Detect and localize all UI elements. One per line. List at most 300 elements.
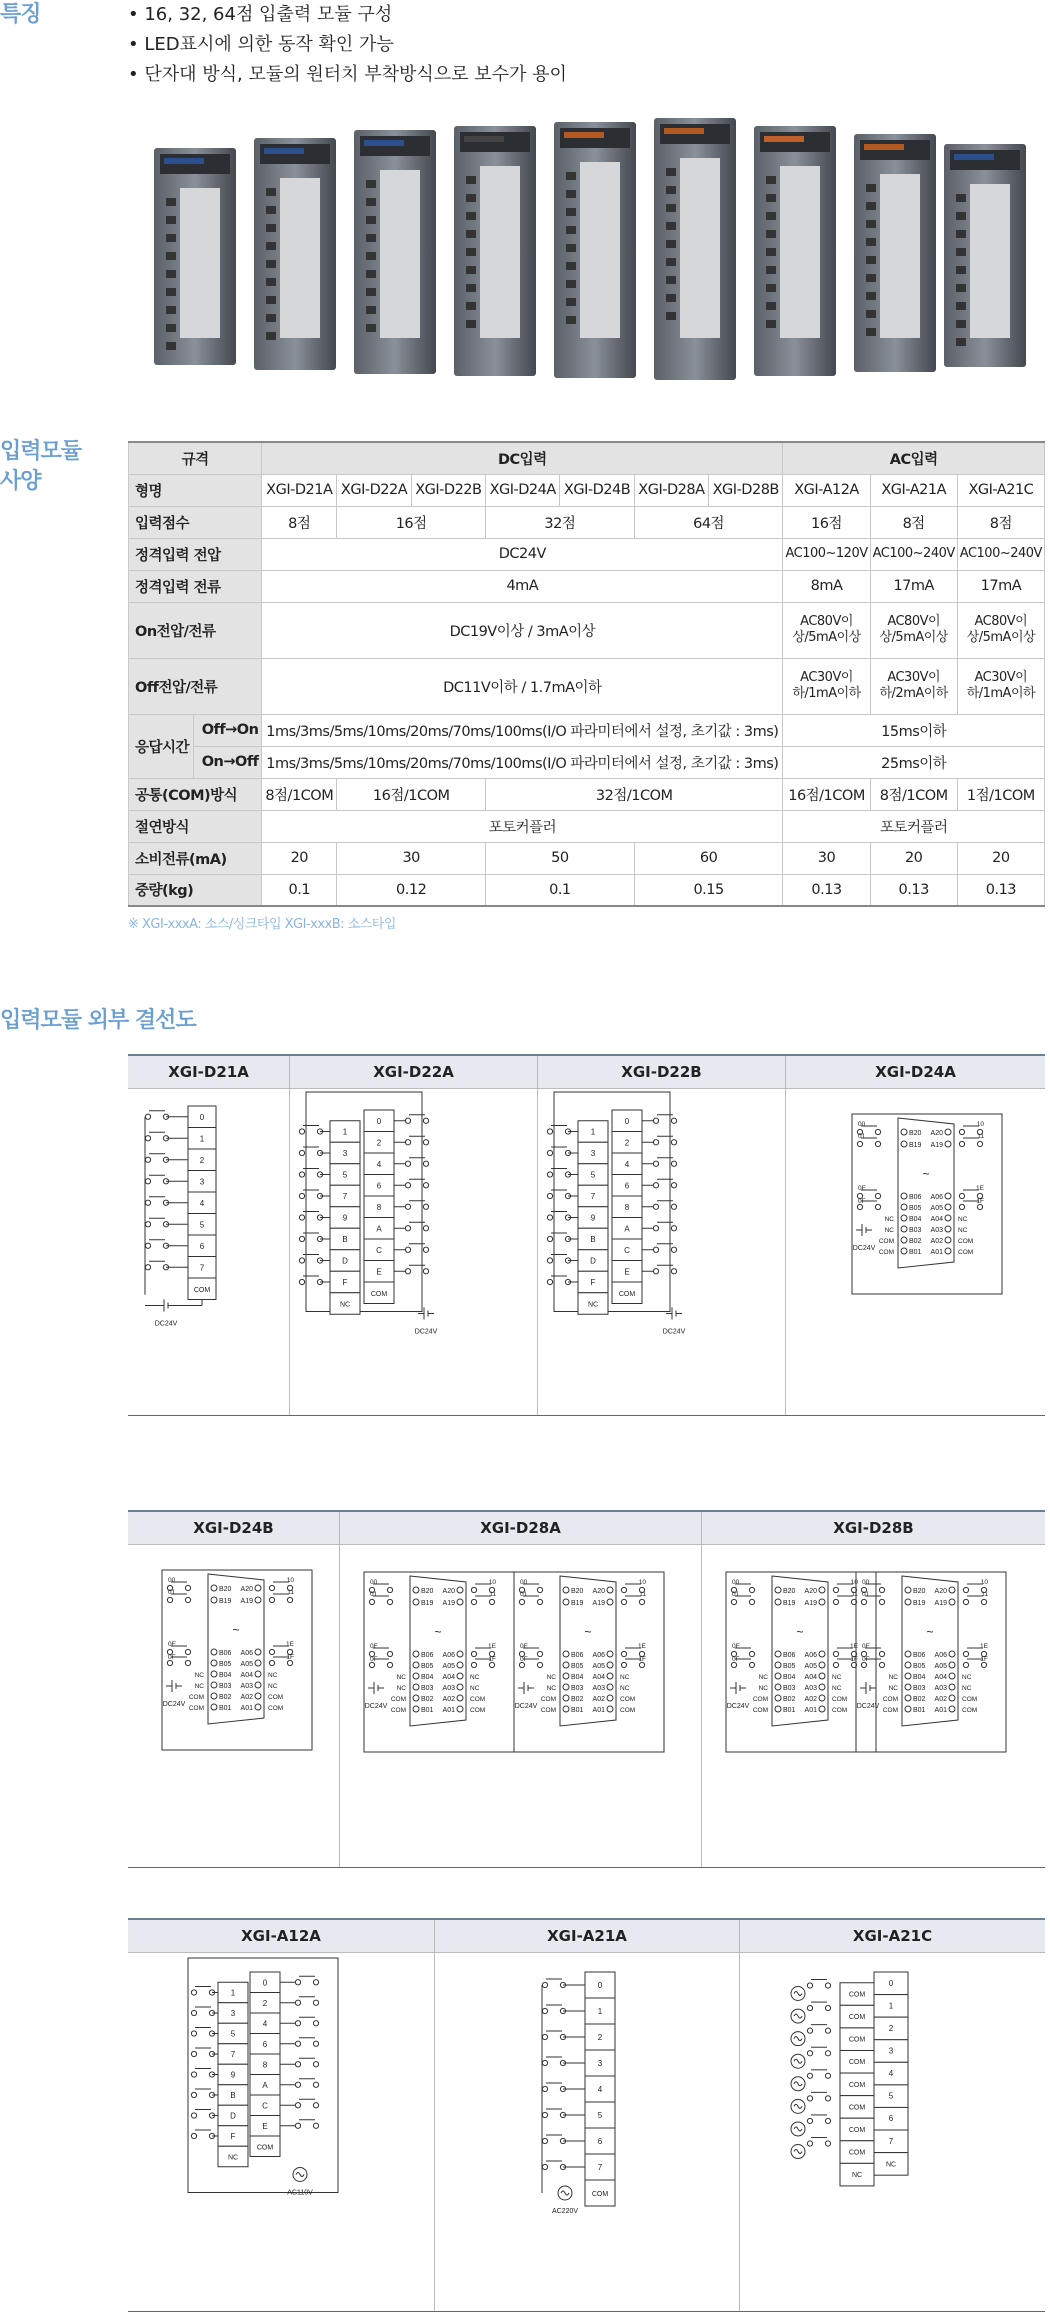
svg-text:NC: NC [758, 1674, 768, 1681]
svg-text:DC24V: DC24V [414, 1328, 438, 1336]
svg-text:A02: A02 [934, 1696, 947, 1703]
svg-text:10: 10 [638, 1579, 646, 1586]
svg-text:01: 01 [732, 1591, 740, 1598]
svg-text:7: 7 [590, 1192, 596, 1201]
svg-text:COM: COM [188, 1705, 204, 1712]
svg-text:COM: COM [848, 2014, 866, 2022]
svg-text:COM: COM [848, 2059, 866, 2067]
svg-text:A20: A20 [930, 1130, 943, 1137]
svg-text:7: 7 [888, 2136, 894, 2146]
svg-text:NC: NC [194, 1672, 204, 1679]
svg-text:0: 0 [597, 1981, 603, 1990]
svg-text:A20: A20 [592, 1588, 605, 1595]
svg-text:6: 6 [888, 2114, 894, 2124]
dc-header: DC입력 [262, 442, 783, 474]
svg-text:B19: B19 [783, 1600, 796, 1607]
svg-text:COM: COM [832, 1707, 848, 1714]
svg-text:B03: B03 [913, 1685, 926, 1692]
svg-text:D: D [342, 1256, 348, 1266]
svg-text:B02: B02 [219, 1694, 232, 1701]
wiring-diagram-a21a [435, 1954, 740, 2312]
svg-text:NC: NC [470, 1685, 480, 1692]
svg-text:4: 4 [199, 1198, 205, 1208]
svg-text:A04: A04 [240, 1672, 253, 1679]
svg-text:0E: 0E [520, 1643, 528, 1650]
svg-text:B: B [342, 1235, 348, 1244]
svg-text:01: 01 [858, 1133, 866, 1140]
svg-text:11: 11 [977, 1133, 984, 1140]
svg-text:5: 5 [597, 2111, 603, 2120]
svg-text:NC: NC [888, 1685, 898, 1692]
svg-text:B01: B01 [913, 1707, 926, 1714]
svg-text:0F: 0F [858, 1198, 866, 1205]
svg-text:00: 00 [168, 1577, 176, 1584]
svg-text:1F: 1F [488, 1656, 496, 1663]
diagram-title: XGI-D24B [128, 1512, 339, 1545]
svg-text:A02: A02 [592, 1696, 605, 1703]
svg-text:A04: A04 [934, 1674, 947, 1681]
svg-text:COM: COM [470, 1696, 486, 1703]
svg-text:A20: A20 [804, 1588, 817, 1595]
svg-text:1E: 1E [638, 1643, 646, 1650]
svg-text:2: 2 [199, 1155, 205, 1165]
svg-text:1E: 1E [488, 1643, 496, 1650]
feature-list [128, 0, 567, 90]
svg-text:1: 1 [888, 2001, 894, 2011]
svg-text:NC: NC [396, 1674, 406, 1681]
svg-text:A05: A05 [934, 1663, 947, 1670]
diagram-title: XGI-D22B [538, 1056, 785, 1089]
svg-text:COM: COM [882, 1707, 898, 1714]
svg-text:10: 10 [976, 1121, 984, 1128]
svg-text:COM: COM [540, 1707, 556, 1714]
svg-text:A06: A06 [592, 1652, 605, 1659]
wiring-diagram-d28b [702, 1546, 1045, 1868]
svg-text:8: 8 [624, 1202, 630, 1212]
svg-text:4: 4 [597, 2085, 603, 2094]
svg-text:B04: B04 [783, 1674, 796, 1681]
module-product-photo [150, 118, 1030, 386]
svg-text:A05: A05 [804, 1663, 817, 1670]
svg-text:00: 00 [370, 1579, 378, 1586]
svg-text:0F: 0F [862, 1656, 870, 1663]
svg-text:0E: 0E [858, 1185, 866, 1192]
svg-text:A19: A19 [930, 1142, 943, 1149]
svg-text:B19: B19 [571, 1600, 584, 1607]
svg-text:1: 1 [590, 1127, 596, 1137]
svg-text:A20: A20 [934, 1588, 947, 1595]
svg-text:B01: B01 [571, 1707, 584, 1714]
svg-text:11: 11 [489, 1591, 496, 1598]
svg-text:A19: A19 [240, 1598, 253, 1605]
svg-text:A03: A03 [930, 1227, 943, 1234]
svg-text:~: ~ [584, 1625, 592, 1639]
svg-text:COM: COM [188, 1694, 204, 1701]
wiring-diagram-d21a [128, 1090, 290, 1416]
svg-text:COM: COM [256, 2144, 274, 2152]
svg-text:COM: COM [618, 1290, 636, 1298]
svg-text:5: 5 [230, 2029, 236, 2039]
svg-text:B01: B01 [909, 1249, 922, 1256]
svg-text:B03: B03 [909, 1227, 922, 1234]
svg-text:~: ~ [232, 1623, 240, 1637]
svg-text:COM: COM [882, 1696, 898, 1703]
svg-text:~: ~ [434, 1625, 442, 1639]
wiring-diagram-a12a [128, 1954, 435, 2312]
svg-text:B06: B06 [219, 1650, 232, 1657]
svg-text:COM: COM [268, 1694, 284, 1701]
svg-text:A03: A03 [442, 1685, 455, 1692]
svg-text:6: 6 [624, 1181, 630, 1191]
svg-text:COM: COM [832, 1696, 848, 1703]
svg-text:0E: 0E [370, 1643, 378, 1650]
svg-text:COM: COM [848, 2126, 866, 2134]
svg-text:A06: A06 [240, 1650, 253, 1657]
svg-text:COM: COM [390, 1707, 406, 1714]
svg-text:4: 4 [262, 2019, 268, 2029]
svg-text:B20: B20 [421, 1588, 434, 1595]
svg-text:A03: A03 [240, 1683, 253, 1690]
svg-text:NC: NC [620, 1685, 630, 1692]
svg-text:6: 6 [199, 1241, 205, 1251]
svg-text:A04: A04 [442, 1674, 455, 1681]
svg-text:DC24V: DC24V [852, 1245, 876, 1252]
svg-text:COM: COM [620, 1696, 636, 1703]
svg-text:A03: A03 [592, 1685, 605, 1692]
svg-text:B02: B02 [571, 1696, 584, 1703]
svg-text:A: A [262, 2080, 268, 2090]
svg-text:NC: NC [962, 1674, 972, 1681]
svg-text:01: 01 [520, 1591, 528, 1598]
svg-text:~: ~ [796, 1625, 804, 1639]
svg-text:NC: NC [396, 1685, 406, 1692]
svg-text:B19: B19 [421, 1600, 434, 1607]
diagram-title: XGI-D28B [702, 1512, 1045, 1545]
feature-item: • LED표시에 의한 동작 확인 가능 [128, 30, 567, 60]
svg-text:COM: COM [848, 2036, 866, 2044]
svg-text:NC: NC [832, 1674, 842, 1681]
svg-text:2: 2 [888, 2023, 894, 2033]
svg-text:A02: A02 [240, 1694, 253, 1701]
svg-text:B19: B19 [219, 1598, 232, 1605]
svg-text:1F: 1F [638, 1656, 646, 1663]
svg-text:0F: 0F [370, 1656, 378, 1663]
svg-text:A: A [624, 1224, 630, 1234]
svg-text:B01: B01 [219, 1705, 232, 1712]
svg-text:2: 2 [597, 2033, 603, 2042]
svg-text:NC: NC [885, 2161, 897, 2169]
svg-text:11: 11 [981, 1591, 988, 1598]
svg-text:F: F [590, 1278, 596, 1287]
svg-text:COM: COM [370, 1290, 388, 1298]
svg-text:1F: 1F [850, 1656, 858, 1663]
svg-text:0: 0 [624, 1116, 630, 1126]
svg-text:B03: B03 [783, 1685, 796, 1692]
svg-text:A19: A19 [592, 1600, 605, 1607]
svg-text:NC: NC [339, 1301, 351, 1309]
wiring-row-2 [128, 1510, 1045, 1868]
svg-text:11: 11 [287, 1589, 294, 1596]
svg-text:DC24V: DC24V [726, 1703, 750, 1710]
svg-text:COM: COM [848, 2149, 866, 2157]
svg-text:COM: COM [958, 1249, 974, 1256]
svg-text:DC24V: DC24V [856, 1703, 880, 1710]
ac-header: AC입력 [783, 442, 1045, 474]
svg-text:00: 00 [520, 1579, 528, 1586]
svg-text:01: 01 [168, 1589, 176, 1596]
svg-text:5: 5 [199, 1220, 205, 1230]
svg-text:A04: A04 [930, 1216, 943, 1223]
svg-text:5: 5 [888, 2091, 894, 2101]
svg-text:B04: B04 [571, 1674, 584, 1681]
svg-text:NC: NC [194, 1683, 204, 1690]
svg-text:NC: NC [620, 1674, 630, 1681]
svg-text:DC24V: DC24V [162, 1701, 186, 1708]
svg-text:A20: A20 [240, 1586, 253, 1593]
svg-text:DC24V: DC24V [364, 1703, 388, 1710]
svg-text:7: 7 [199, 1263, 205, 1273]
diagram-title: XGI-A21A [435, 1920, 739, 1953]
svg-text:A05: A05 [592, 1663, 605, 1670]
diagram-title: XGI-D24A [786, 1056, 1045, 1089]
svg-text:COM: COM [962, 1696, 978, 1703]
wiring-diagram-d22a [290, 1090, 538, 1416]
svg-text:3: 3 [888, 2046, 894, 2056]
svg-text:COM: COM [540, 1696, 556, 1703]
svg-text:3: 3 [342, 1149, 348, 1158]
svg-text:B06: B06 [909, 1194, 922, 1201]
svg-text:0F: 0F [168, 1654, 176, 1661]
svg-text:B19: B19 [913, 1600, 926, 1607]
svg-text:A03: A03 [934, 1685, 947, 1692]
svg-text:NC: NC [268, 1683, 278, 1690]
svg-text:A04: A04 [804, 1674, 817, 1681]
svg-text:A19: A19 [934, 1600, 947, 1607]
svg-text:DC24V: DC24V [662, 1328, 686, 1336]
svg-text:D: D [230, 2111, 236, 2121]
svg-text:0: 0 [888, 1978, 894, 1988]
svg-text:9: 9 [230, 2070, 236, 2080]
svg-text:4: 4 [624, 1159, 630, 1169]
svg-text:00: 00 [858, 1121, 866, 1128]
svg-text:COM: COM [878, 1238, 894, 1245]
svg-text:COM: COM [958, 1238, 974, 1245]
svg-text:6: 6 [262, 2039, 268, 2049]
svg-text:10: 10 [488, 1579, 496, 1586]
svg-text:1: 1 [597, 2007, 603, 2016]
svg-text:A01: A01 [804, 1707, 817, 1714]
svg-text:B05: B05 [913, 1663, 926, 1670]
svg-text:C: C [262, 2101, 268, 2111]
svg-text:A01: A01 [930, 1249, 943, 1256]
wiring-diagram-d24a [786, 1090, 1045, 1416]
svg-text:B02: B02 [783, 1696, 796, 1703]
svg-text:AC220V: AC220V [551, 2208, 579, 2215]
svg-text:NC: NC [268, 1672, 278, 1679]
svg-text:A05: A05 [240, 1661, 253, 1668]
svg-text:10: 10 [286, 1577, 294, 1584]
svg-text:B20: B20 [909, 1130, 922, 1137]
svg-text:COM: COM [268, 1705, 284, 1712]
svg-text:DC24V: DC24V [514, 1703, 538, 1710]
svg-text:A01: A01 [240, 1705, 253, 1712]
svg-text:A05: A05 [930, 1205, 943, 1212]
svg-text:9: 9 [342, 1213, 348, 1223]
svg-text:COM: COM [193, 1286, 211, 1294]
spec-title: 입력모듈 사양 [0, 439, 82, 494]
svg-text:C: C [624, 1245, 630, 1255]
svg-text:3: 3 [590, 1149, 596, 1158]
svg-text:COM: COM [848, 1991, 866, 1999]
svg-text:B05: B05 [421, 1663, 434, 1670]
wiring-diagram-d24b [128, 1546, 340, 1868]
svg-text:5: 5 [590, 1170, 596, 1180]
svg-text:2: 2 [624, 1138, 630, 1148]
svg-text:1F: 1F [286, 1654, 294, 1661]
svg-text:A: A [376, 1224, 382, 1234]
diagram-title: XGI-A21C [740, 1920, 1045, 1953]
svg-text:B06: B06 [783, 1652, 796, 1659]
svg-text:7: 7 [342, 1192, 348, 1201]
svg-text:NC: NC [758, 1685, 768, 1692]
svg-text:NC: NC [470, 1674, 480, 1681]
svg-text:7: 7 [230, 2050, 236, 2059]
svg-text:COM: COM [848, 2081, 866, 2089]
svg-text:A20: A20 [442, 1588, 455, 1595]
svg-text:3: 3 [230, 2009, 236, 2018]
svg-text:COM: COM [752, 1696, 768, 1703]
wiring-diagram-a21c [740, 1954, 1045, 2312]
svg-text:A19: A19 [804, 1600, 817, 1607]
svg-text:8: 8 [376, 1202, 382, 1212]
svg-text:B04: B04 [219, 1672, 232, 1679]
svg-text:COM: COM [752, 1707, 768, 1714]
svg-text:NC: NC [888, 1674, 898, 1681]
svg-text:A01: A01 [934, 1707, 947, 1714]
svg-text:01: 01 [370, 1591, 378, 1598]
diagram-title: XGI-D28A [340, 1512, 701, 1545]
svg-text:B06: B06 [571, 1652, 584, 1659]
svg-text:B19: B19 [909, 1142, 922, 1149]
svg-text:1: 1 [230, 1988, 236, 1998]
svg-text:1F: 1F [976, 1198, 984, 1205]
svg-text:A19: A19 [442, 1600, 455, 1607]
svg-text:~: ~ [926, 1625, 934, 1639]
svg-text:0E: 0E [862, 1643, 870, 1650]
wiring-row-1 [128, 1054, 1045, 1416]
svg-text:B03: B03 [571, 1685, 584, 1692]
svg-text:0: 0 [199, 1112, 205, 1122]
svg-text:A02: A02 [930, 1238, 943, 1245]
svg-text:D: D [590, 1256, 596, 1266]
svg-text:10: 10 [980, 1579, 988, 1586]
svg-text:00: 00 [732, 1579, 740, 1586]
svg-text:0: 0 [262, 1978, 268, 1988]
svg-text:B02: B02 [913, 1696, 926, 1703]
svg-text:COM: COM [848, 2104, 866, 2112]
wiring-title: 입력모듈 외부 결선도 [0, 1008, 196, 1033]
svg-text:B05: B05 [909, 1205, 922, 1212]
svg-text:6: 6 [376, 1181, 382, 1191]
svg-text:A01: A01 [592, 1707, 605, 1714]
feature-item: • 16, 32, 64점 입출력 모듈 구성 [128, 0, 567, 30]
svg-text:1E: 1E [850, 1643, 858, 1650]
svg-text:DC24V: DC24V [154, 1320, 178, 1328]
svg-text:B04: B04 [421, 1674, 434, 1681]
svg-text:0: 0 [376, 1116, 382, 1126]
svg-text:E: E [262, 2121, 268, 2131]
svg-text:8: 8 [262, 2060, 268, 2070]
svg-text:2: 2 [376, 1138, 382, 1148]
svg-text:COM: COM [878, 1249, 894, 1256]
svg-text:COM: COM [620, 1707, 636, 1714]
svg-text:B: B [230, 2091, 236, 2100]
svg-text:B20: B20 [913, 1588, 926, 1595]
svg-text:A02: A02 [442, 1696, 455, 1703]
svg-text:COM: COM [390, 1696, 406, 1703]
svg-text:C: C [376, 1245, 382, 1255]
svg-text:B05: B05 [571, 1663, 584, 1670]
svg-text:NC: NC [958, 1227, 968, 1234]
svg-text:B03: B03 [421, 1685, 434, 1692]
spec-header: 규격 [129, 442, 262, 474]
svg-text:E: E [376, 1267, 382, 1277]
svg-text:B01: B01 [783, 1707, 796, 1714]
svg-text:NC: NC [832, 1685, 842, 1692]
svg-text:11: 11 [851, 1591, 858, 1598]
svg-text:B: B [590, 1235, 596, 1244]
svg-text:A01: A01 [442, 1707, 455, 1714]
svg-text:B05: B05 [219, 1661, 232, 1668]
svg-text:1E: 1E [286, 1641, 294, 1648]
svg-text:7: 7 [597, 2163, 603, 2172]
svg-text:1: 1 [199, 1134, 205, 1144]
spec-note: ※ XGI-xxxA: 소스/싱크타입 XGI-xxxB: 소스타입 [128, 917, 396, 932]
svg-text:F: F [230, 2132, 236, 2141]
svg-text:3: 3 [199, 1177, 205, 1187]
svg-text:B03: B03 [219, 1683, 232, 1690]
svg-text:A03: A03 [804, 1685, 817, 1692]
svg-text:1E: 1E [976, 1185, 984, 1192]
svg-text:F: F [342, 1278, 348, 1287]
svg-text:01: 01 [862, 1591, 870, 1598]
svg-text:COM: COM [962, 1707, 978, 1714]
svg-text:~: ~ [922, 1167, 930, 1181]
svg-text:E: E [624, 1267, 630, 1277]
svg-text:NC: NC [587, 1301, 599, 1309]
svg-text:B06: B06 [913, 1652, 926, 1659]
svg-text:NC: NC [884, 1227, 894, 1234]
svg-text:A06: A06 [934, 1652, 947, 1659]
svg-text:A06: A06 [442, 1652, 455, 1659]
svg-text:A05: A05 [442, 1663, 455, 1670]
svg-text:B01: B01 [421, 1707, 434, 1714]
svg-text:AC110V: AC110V [287, 2189, 313, 2197]
svg-text:B20: B20 [783, 1588, 796, 1595]
svg-text:0E: 0E [732, 1643, 740, 1650]
svg-text:2: 2 [262, 1998, 268, 2008]
svg-text:6: 6 [597, 2137, 603, 2146]
svg-text:B04: B04 [909, 1216, 922, 1223]
svg-text:5: 5 [342, 1170, 348, 1180]
diagram-title: XGI-D22A [290, 1056, 537, 1089]
svg-text:1: 1 [342, 1127, 348, 1137]
svg-text:0F: 0F [732, 1656, 740, 1663]
svg-text:COM: COM [591, 2191, 609, 2198]
svg-text:9: 9 [590, 1213, 596, 1223]
svg-text:COM: COM [470, 1707, 486, 1714]
svg-text:NC: NC [227, 2154, 239, 2162]
